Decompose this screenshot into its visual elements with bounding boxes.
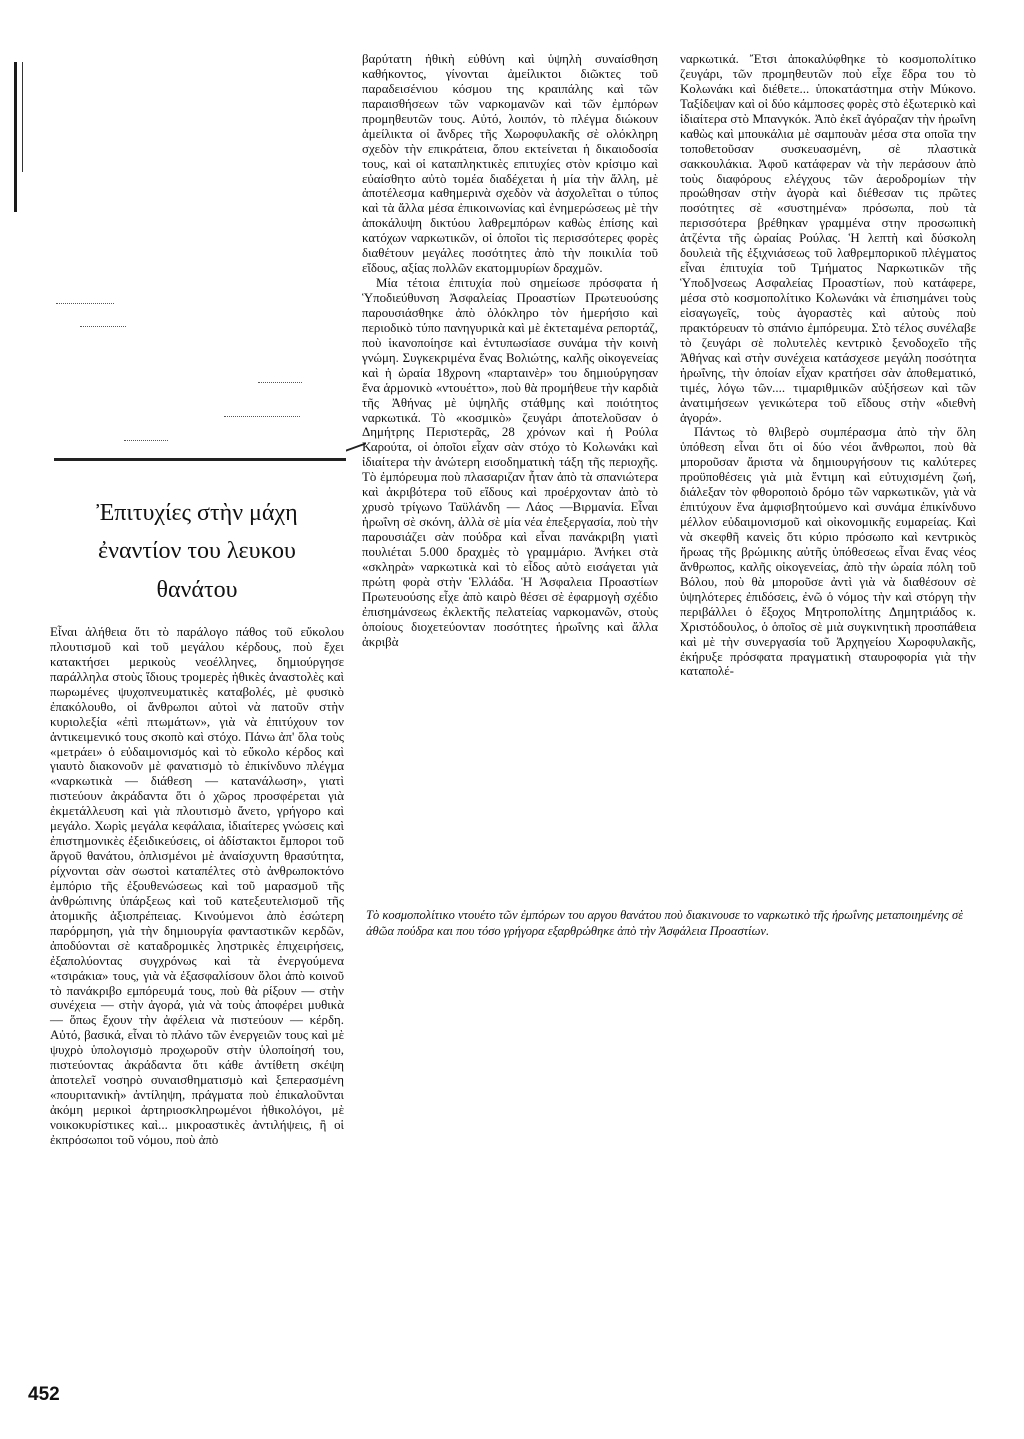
dotted-trace [80, 326, 126, 328]
paragraph: ναρκωτικά. Ἔτσι ἀποκαλύφθηκε τὸ κοσμοπολίτικο ζευγάρι, τῶν προμηθευτῶν ποὺ εἶχε ἕδρα του τὸ Κολωνάκι καὶ διέθετε... ὑποκατάστημα στὴν Μύκονο. Ταξίδεψαν καὶ οἱ δύο κάμποσες φορὲς στὸ ἐξωτερικὸ καὶ ἰδιαίτερα στὸ Μπανγκόκ. Ἀπὸ ἐκεῖ ἀγόραζαν τὴν ἡρωΐνη καθὼς καὶ μπουκάλια μὲ σαμπουὰν μέσα στα οποῖα την τοποθετοῦσαν συσκευασμένη, σὲ πλαστικὰ σακκουλάκια. Ἀφοῦ κατάφεραν νὰ τὴν περάσουν ἀπὸ τοὺς διαφόρους ελέγχους τῶν ἀεροδρομίων τὴν προώθησαν στὴν ἀγορὰ καὶ διέθεσαν τις πρῶτες ποσότητες σὲ «συστημένα» πρόσωπα, ποὺ τὰ περισσότερα βρέθηκαν γραμμένα στην προσωπικὴ ἀτζέντα τῆς ὡραίας Ρούλας. Ἡ λεπτὴ καὶ δύσκολη δουλειὰ τῆς ἐξιχνιάσεως τοῦ λαθρεμπορικοῦ πλέγματος εἶναι ἐπιτυχία τοῦ Τμήματος Ναρκωτικῶν τῆς Ὑποδ]νσεως Ασφαλείας Προαστίων, ποὺ κατάφερε, μέσα στὸ κοσμοπολίτικο Κολωνάκι νὰ ἐπισημάνει τοὺς εἰσαγωγεῖς, τοὺς ἀγοραστὲς καὶ αὐτοὺς ποὺ πρακτόρευαν τὸ σπάνιο ἐμπόρευμα. Στὸ τέλος συνέλαβε τὸ ζευγάρι σὲ πολυτελὲς κεντρικὸ ξενοδοχεῖο τῆς Ἀθήνας καὶ στὴν συνέχεια κατάσχεσε μεγάλη ποσότητα ἡρωΐνης, τὴν ὁποίαν εἶχαν κρατήσει σὰν ἀποθεματικό, τιμές, λόγω τῶν.... τιμαριθμικῶν αὐξήσεων καὶ τῶν ἀνατιμήσεων γενικώτερα τοῦ εἴδους στὴν «διεθνὴ ἀγορά». [680, 52, 976, 425]
headline-line-1: Ἐπιτυχίες στὴν μάχη [96, 500, 298, 526]
paragraph: βαρύτατη ἠθικὴ εὐθύνη καὶ ὑψηλὴ συναίσθηση καθήκοντος, γίνονται ἀμείλικτοι διῶκτες τοῦ παραδεισένιου κόσμου της κραιπάλης καὶ τῶν παραισθήσεων τῶν ναρκομανῶν καὶ τῶν ἐμπόρων προμηθευτῶν τους. Αὐτό, λοιπόν, τὸ πλέγμα διώκουν ἀμείλικτα οἱ ἄνδρες τῆς Χωροφυλακῆς σὲ ολόκληρη σχεδὸν τὴν επικράτεια, ὅπου εκτείνεται ἡ δικαιοδοσία τους, καὶ οἱ καταπληκτικὲς επιτυχίες στὸν κρίσιμο καὶ εὐαίσθητο αὐτὸ τομέα διαδέχεται ἡ μία τὴν ἄλλη, μὲ ἀποτέλεσμα καθημερινὰ σχεδὸν νὰ ἀσχολεῖται ο τύπος καὶ τὰ ἄλλα μέσα ἐπικοινωνίας καὶ ἐνημερώσεως μὲ τὴν ἀποκάλυψη δικτύου λαθρεμπόρων καθὼς ἐπίσης καὶ κατόχων ναρκωτικῶν, οἱ ὁποῖοι τὶς περισσότερες φορὲς διαθέτουν μεγάλες ποσότητες ἀπὸ τὴν ποικιλία τοῦ εἴδους, αξίας πολλῶν εκατομμυρίων δραχμῶν. [362, 52, 658, 276]
article-headline [52, 494, 342, 609]
photo-border [54, 458, 346, 461]
dotted-trace [56, 303, 114, 305]
headline-line-2: ἐναντίον του λευκου [98, 538, 296, 565]
margin-rule-thin [22, 62, 23, 172]
article-column-middle [362, 52, 658, 650]
paragraph: Μία τέτοια ἐπιτυχία ποὺ σημείωσε πρόσφατα ἡ Ὑποδιεύθυνση Ἀσφαλείας Προαστίων Πρωτευούσης παρουσιάσθηκε ἀπὸ ὁλόκληρο τὸν ἡμερήσιο καὶ περιοδικὸ τύπο πανηγυρικὰ καὶ μὲ ἐκτεταμένα ρεπορτάζ, ποὺ ἱκανοποίησε καὶ ἐντυπωσίασε συνάμα τὴν κοινὴ γνώμη. Συγκεκριμένα ἕνας Βολιώτης, καλῆς οἰκογενείας καὶ ἡ ὡραία 18χρονη «παρταινὲρ» του δημιούργησαν ἕνα ἁρμονικὸ «ντουέττο», ποὺ θὰ προμήθευε τὴν καρδιὰ τῆς Ἀθήνας μὲ ὑψηλῆς στάθμης καὶ ποιότητος ναρκωτικά. Τὸ «κοσμικὸ» ζευγάρι ἀποτελοῦσαν ὁ Δημήτρης Περιστερᾶς, 28 χρόνων καὶ ἡ Ρούλα Καρούτα, οἱ ὁποῖοι εἶχαν σὰν στόχο τὸ Κολωνάκι καὶ ἰδιαίτερα τὴν ἀνώτερη εισοδηματικὴ τάξη τῆς περιοχῆς. Τὸ ἐμπόρευμα ποὺ πλασαριζαν ἦταν ἀπὸ τὰ σπανιώτερα καὶ ἀκριβότερα τοῦ εἴδους καὶ προέρχονταν ἀπὸ τὸ χρυσὸ τρίγωνο Ταϋλάνδη — Λάος —Βιρμανία. Εἶναι ἡρωΐνη σὲ σκόνη, ἀλλὰ σὲ μία νέα ἐπεξεργασία, ποὺ τὴν παρουσιάζει σὰν πούδρα καὶ εἶναι πανάκριβη γιατὶ πουλιέται 5.000 δραχμὲς τὸ γραμμάριο. Ἀνήκει στὰ «σκληρὰ» ναρκωτικὰ καὶ τὸ εἶδος αὐτὸ εισάγεται γιὰ πρώτη φορὰ στὴν Ἑλλάδα. Ἡ Ἀσφαλεια Προαστίων Πρωτευούσης εἶχε ἀπὸ καιρὸ θέσει σὲ ἐφαρμογὴ σχέδιο ἐπισημάνσεως ἐκλεκτῆς πελατείας ναρκομανῶν, στοὺς ὁποίους διοχετεύονταν ποσότητες ἡρωΐνης καὶ ἄλλα ἀκριβὰ [362, 276, 658, 649]
page-number: 452 [28, 1384, 60, 1405]
paragraph: Εἶναι ἀλήθεια ὅτι τὸ παράλογο πάθος τοῦ εὔκολου πλουτισμοῦ καὶ τοῦ μεγάλου κέρδους, ποὺ ἔχει κατακτήσει μερικοὺς νεοέλληνες, δημιούργησε παράλληλα στοὺς ἴδιους τρομερὲς ἠθικὲς ἀναστολὲς καὶ πωρωμένες ψυχοπνευματικὲς καταβολές, μὲ φυσικὸ ἐπακόλουθο, οἱ ἄνθρωποι αὐτοὶ νὰ πατοῦν στὴν κυριολεξία «ἐπὶ πτωμάτων», γιὰ νὰ ἐπιτύχουν τον ἀντικειμενικό τους σκοπὸ καὶ στόχο. Πάνω ἀπ' ὅλα τοὺς «μετράει» ὁ εὐδαιμονισμός καὶ τὸ εὔκολο κέρδος καὶ γιαυτὸ διακονοῦν μὲ φανατισμὸ τὸ ἐπικίνδυνο πλέγμα «ναρκωτικὰ — διάθεση — κατανάλωση», γιατὶ πιστεύουν ἀκράδαντα ὅτι ὁ χῶρος προσφέρεται γιὰ ἐκμετάλλευση καὶ γιὰ πλουτισμὸ ἄνετο, γρήγορο καὶ μεγάλο. Χωρὶς μεγάλα κεφάλαια, ἰδιαίτερες γνώσεις καὶ ἐπιστημονικὲς ἐξειδικεύσεις, οἱ ἀδίστακτοι ἔμποροι τοῦ ἄργοῦ θανάτου, ὁπλισμένοι μὲ ἀναίσχυντη θρασύτητα, ρίχνονται σὰν σωστοὶ καταπέλτες στὸ ἀνθρωποκτόνο ἐμπόριο τῆς ἐξουθενώσεως καὶ τοῦ μαρασμοῦ τῆς ἀνθρώπινης ὑπάρξεως καὶ τοῦ κατεξευτελισμοῦ τῆς ἀτομικῆς ἀξιοπρέπειας. Κινούμενοι ἀπὸ ἐσώτερη παρόρμηση, γιὰ τὴν δημιουργία φανταστικῶν κερδῶν, ἀποδύονται σὲ καταδρομικὲς ληστρικὲς ἐπιχειρήσεις, ἐξαπολύοντας συγχρόνως καὶ τὰ ἐνεργούμενα «τσιράκια» τους, γιὰ νὰ ἐξασφαλίσουν ὅλοι ἀπὸ κοινοῦ τὸ πανάκριβο εμπόρευμά τους, ποὺ θὰ ρίξουν — στὴν συνέχεια — στὴν ἀγορά, γιὰ νὰ τοὺς ἀποφέρει μυθικὰ — ὅπως ἔχουν τὴν ἀφέλεια νὰ πιστεύουν — κέρδη. Αὐτό, βασικά, εἶναι τὸ πλάνο τῶν ἐνεργειῶν τους καὶ μὲ ψυχρὸ ὑπολογισμὸ προχωροῦν στὴν ὑλοποίησή του, πιστεύοντας ἀκράδαντα ὅτι κάθε ἀντίθετη σκέψη ἀποτελεῖ νοσηρὸ συναισθηματισμὸ καὶ ξεπερασμένη «πουριτανικὴ» ἀντίληψη, πράγματα ποὺ ἐπικαλοῦνται ἀκόμη μερικοὶ ἀρτηριοσκληρωμένοι ἠθικολόγοι, μὲ νοικοκυρίστικες καὶ... μικροαστικὲς ἀντιλήψεις, ἢ οἱ ἐκπρόσωποι τοῦ νόμου, ποὺ ἀπὸ [50, 625, 344, 1147]
dotted-trace [224, 416, 300, 418]
paragraph: Πάντως τὸ θλιβερὸ συμπέρασμα ἀπὸ τὴν ὅλη ὑπόθεση εἶναι ὅτι οἱ δύο νέοι ἄνθρωποι, ποὺ θὰ μποροῦσαν ἄριστα νὰ δημιουργήσουν τις καλύτερες προϋποθέσεις γιὰ μιὰ ἔντιμη καὶ εὐτυχισμένη ζωή, διάλεξαν τὸν φθοροποιὸ δρόμο τῶν ναρκωτικῶν, γιὰ νὰ ἐπιτύχουν ἕνα ἀμφισβητούμενο καὶ συνάμα ἐπικίνδυνο μέλλον εὐδαιμονισμοῦ καὶ οἰκονομικῆς ευμαρείας. Καὶ νὰ σκεφθῆ κανεὶς ὅτι κύριο πρόσωπο καὶ κεντρικὸς ἥρωας τῆς βρώμικης αὐτῆς ὑπόθεσεως εἶναι ἕνας νέος ἄνθρωπος, καλῆς οἰκογενείας, ἀπὸ τὴν ὡραία πόλη τοῦ Βόλου, ποὺ θὰ μποροῦσε ἀντὶ γιὰ νὰ διαθέσουν σὲ ὑψηλότερες ἐπιδόσεις, ἐνῶ ὁ νόμος τὴν καὶ στόργη τὴν περιβάλλει ὁ ἔξοχος Μητροπολίτης Δημητριάδος κ. Χριστόδουλος, ὁ ὁποῖος σὲ μιὰ συγκινητικὴ προσπάθεια καὶ μὲ τὴν συνεργασία τοῦ Ἀρχηγείου Χωροφυλακῆς, ἐκήρυξε πρόσφατα πραγματικὴ σταυροφορία γιὰ τὴν καταπολέ- [680, 425, 976, 679]
photo-caption: Τὸ κοσμοπολίτικο ντουέτο τῶν ἐμπόρων του αργου θανάτου ποὺ διακινουσε το ναρκωτικὸ τῆς ἡρωΐνης μεταποιημένης σὲ ἀθῶα πούδρα και που τόσο γρήγορα εξαρθρώθηκε ἀπὸ τὴν Ἀσφάλεια Προαστίων. [366, 908, 964, 938]
dotted-trace [258, 382, 302, 384]
article-column-left [50, 625, 344, 1148]
headline-line-3: θανάτου [156, 576, 238, 603]
dotted-trace [124, 440, 168, 442]
margin-rule [14, 62, 17, 212]
article-column-right [680, 52, 976, 679]
